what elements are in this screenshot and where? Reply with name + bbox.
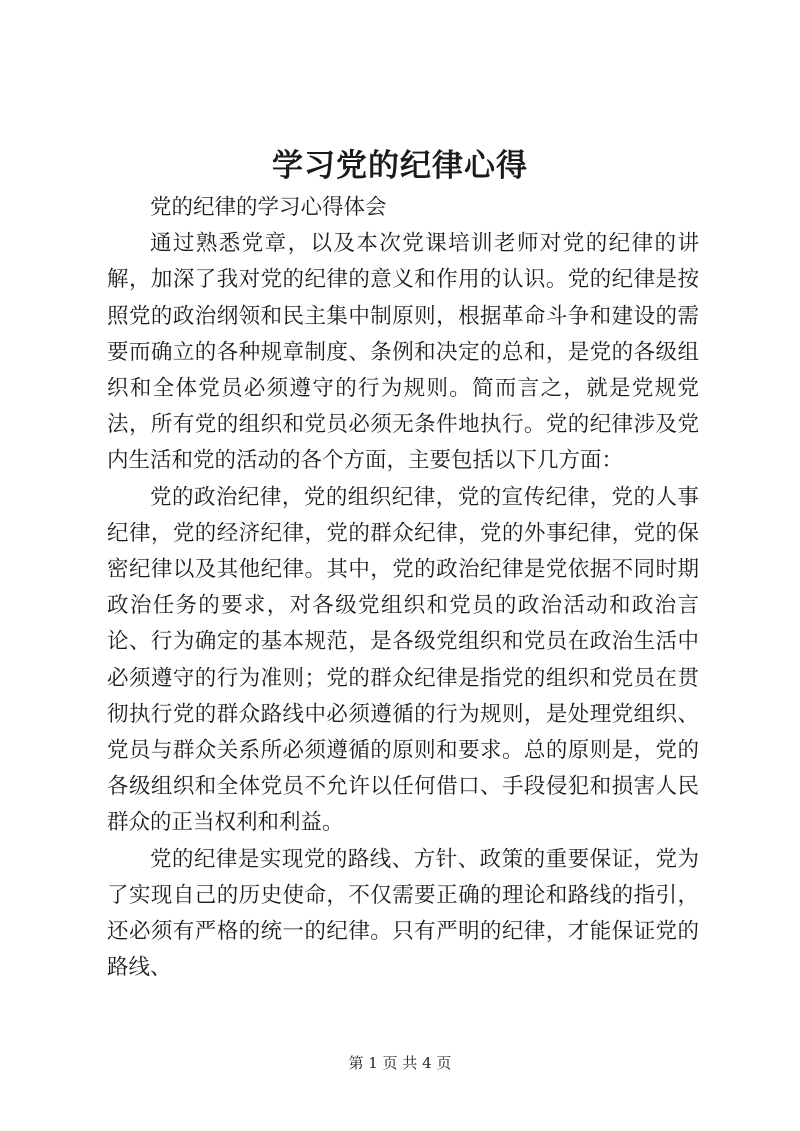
paragraph: 党的政治纪律，党的组织纪律，党的宣传纪律，党的人事纪律，党的经济纪律，党的群众纪律，党的外事纪律，党的保密纪律以及其他纪律。其中，党的政治纪律是党依据不同时期政治任务的要求，对各级党组织和党员的政治活动和政治言论、行为确定的基本规范，是各级党组织和党员在政治生活中必须遵守的行为准则；党的群众纪律是指党的组织和党员在贯彻执行党的群众路线中必须遵循的行为规则，是处理党组织、党员与群众关系所必须遵循的原则和要求。总的原则是，党的各级组织和全体党员不允许以任何借口、手段侵犯和损害人民群众的正当权利和利益。 [107, 484, 699, 836]
document-body [107, 190, 699, 986]
paragraph-subtitle: 党的纪律的学习心得体会 [150, 195, 387, 220]
page-footer: 第 1 页 共 4 页 [348, 1054, 452, 1072]
document-title: 学习党的纪律心得 [272, 148, 528, 184]
paragraph: 通过熟悉党章，以及本次党课培训老师对党的纪律的讲解，加深了我对党的纪律的意义和作用的认识。党的纪律是按照党的政治纲领和民主集中制原则，根据革命斗争和建设的需要而确立的各种规章制度、条例和决定的总和，是党的各级组织和全体党员必须遵守的行为规则。简而言之，就是党规党法，所有党的组织和党员必须无条件地执行。党的纪律涉及党内生活和党的活动的各个方面，主要包括以下几方面： [107, 231, 699, 474]
paragraph: 党的纪律是实现党的路线、方针、政策的重要保证，党为了实现自己的历史使命，不仅需要正确的理论和路线的指引，还必须有严格的统一的纪律。只有严明的纪律，才能保证党的路线、 [107, 846, 699, 981]
